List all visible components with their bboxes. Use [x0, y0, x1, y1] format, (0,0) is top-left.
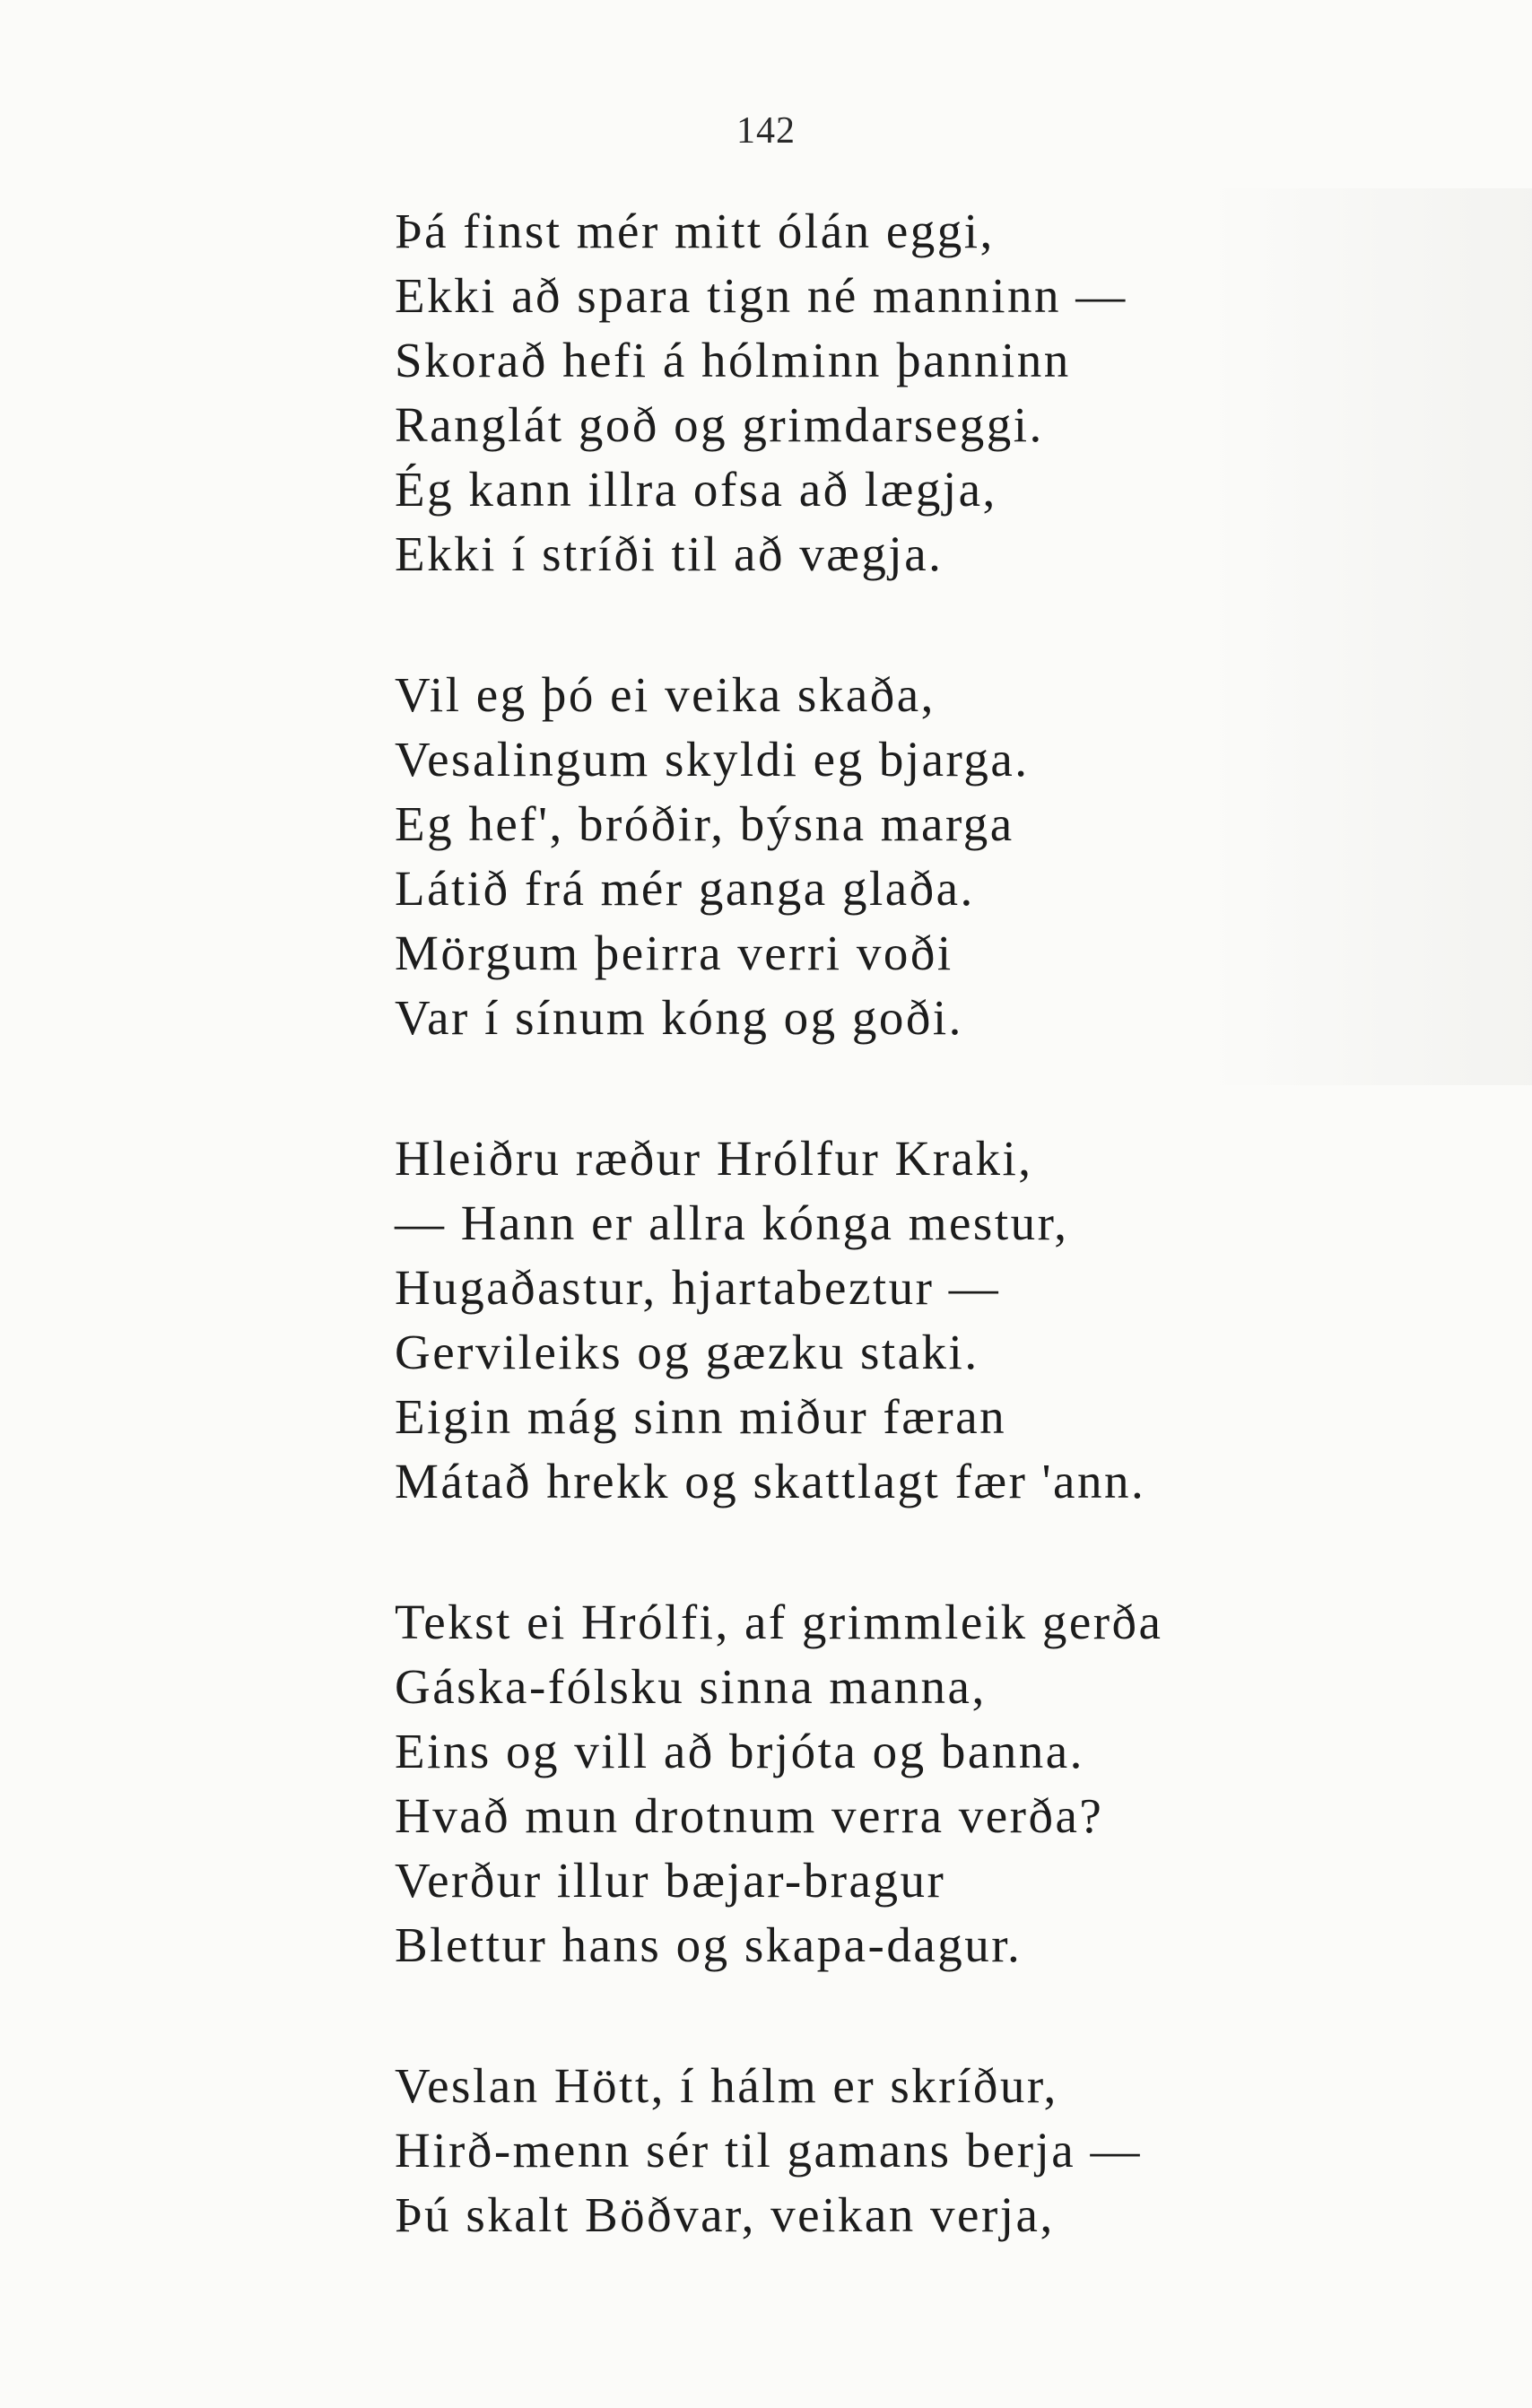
- verse-line: Hirð-menn sér til gamans berja —: [395, 2123, 1142, 2178]
- verse-line: Tekst ei Hrólfi, af grimmleik gerða: [395, 1595, 1163, 1649]
- verse-line: Var í sínum kóng og goði.: [395, 990, 963, 1045]
- page-number: 142: [736, 110, 796, 152]
- verse-line: Vesalingum skyldi eg bjarga.: [395, 732, 1030, 787]
- verse-line: Látið frá mér ganga glaða.: [395, 861, 975, 916]
- verse-line: Mörgum þeirra verri voði: [395, 926, 953, 980]
- verse-line: Vil eg þó ei veika skaða,: [395, 667, 936, 722]
- verse-line: Veslan Hött, í hálm er skríður,: [395, 2058, 1058, 2113]
- verse-line: Hugaðastur, hjartabeztur —: [395, 1260, 1001, 1315]
- stanza-1: [395, 199, 1426, 587]
- verse-line: Mátað hrekk og skattlagt fær 'ann.: [395, 1454, 1146, 1508]
- verse-line: Ekki að spara tign né manninn —: [395, 268, 1127, 323]
- verse-line: Eg hef', bróðir, býsna marga: [395, 796, 1014, 851]
- poem-body: [395, 199, 1426, 2324]
- stanza-3: [395, 1126, 1426, 1514]
- verse-line: Þá finst mér mitt ólán eggi,: [395, 204, 995, 258]
- stanza-2: [395, 663, 1426, 1050]
- stanza-4: [395, 1590, 1426, 1978]
- verse-line: — Hann er allra kónga mestur,: [395, 1195, 1069, 1250]
- verse-line: Skorað hefi á hólminn þanninn: [395, 333, 1071, 387]
- verse-line: Blettur hans og skapa-dagur.: [395, 1917, 1023, 1972]
- verse-line: Ég kann illra ofsa að lægja,: [395, 462, 997, 517]
- verse-line: Gáska-fólsku sinna manna,: [395, 1659, 987, 1714]
- verse-line: Ekki í stríði til að vægja.: [395, 526, 944, 581]
- verse-line: Hvað mun drotnum verra verða?: [395, 1788, 1104, 1843]
- verse-line: Verður illur bæjar-bragur: [395, 1853, 946, 1908]
- verse-line: Ranglát goð og grimdarseggi.: [395, 397, 1044, 452]
- verse-line: Gervileiks og gæzku staki.: [395, 1325, 979, 1379]
- stanza-5: [395, 2054, 1426, 2247]
- verse-line: Eigin mág sinn miður færan: [395, 1389, 1007, 1444]
- verse-line: Eins og vill að brjóta og banna.: [395, 1724, 1084, 1778]
- verse-line: Þú skalt Böðvar, veikan verja,: [395, 2187, 1055, 2242]
- verse-line: Hleiðru ræður Hrólfur Kraki,: [395, 1131, 1033, 1186]
